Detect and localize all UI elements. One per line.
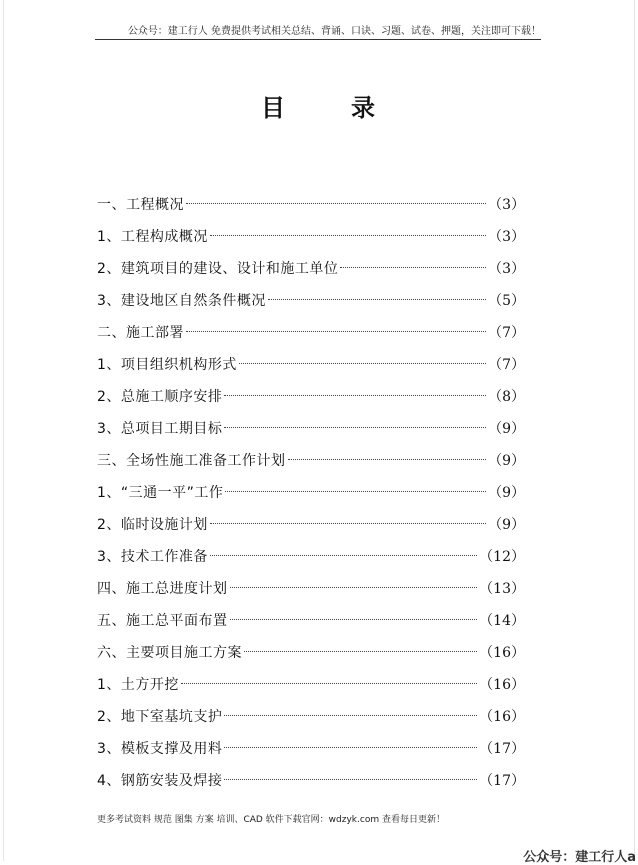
toc-entry[interactable] [97, 192, 525, 224]
watermark: 公众号：建工行人a [523, 850, 636, 865]
toc-leader-dots [224, 715, 477, 716]
title-char-1: 目 [261, 94, 287, 122]
toc-entry-page: （8） [488, 389, 525, 405]
toc-leader-dots [186, 203, 486, 204]
toc-leader-dots [239, 363, 486, 364]
toc-entry[interactable] [97, 256, 525, 288]
toc-entry[interactable] [97, 544, 525, 576]
toc-leader-dots [244, 651, 477, 652]
toc-entry-label: 1、项目组织机构形式 [97, 357, 237, 373]
toc-leader-dots [225, 491, 486, 492]
title-char-2: 录 [351, 94, 377, 122]
toc-entry-label: 2、地下室基坑支护 [97, 709, 223, 725]
toc-entry-label: 三、全场性施工准备工作计划 [97, 453, 286, 469]
toc-entry-page: （17） [479, 773, 525, 789]
toc-entry-page: （9） [488, 453, 525, 469]
toc-entry[interactable] [97, 640, 525, 672]
toc-entry-label: 一、工程概况 [97, 197, 184, 213]
toc-entry-label: 1、土方开挖 [97, 677, 179, 693]
toc-entry[interactable] [97, 288, 525, 320]
toc-entry-label: 1、“三通一平”工作 [97, 485, 224, 501]
table-of-contents [97, 192, 525, 800]
toc-entry-page: （9） [488, 517, 525, 533]
toc-entry-label: 五、施工总平面布置 [97, 613, 228, 629]
page-left-edge [3, 0, 4, 861]
toc-entry-page: （5） [488, 293, 525, 309]
toc-leader-dots [210, 555, 477, 556]
toc-entry-page: （13） [479, 581, 525, 597]
page-header: 公众号：建工行人 免费提供考试相关总结、背诵、口诀、习题、试卷、押题，关注即可下载！ [127, 26, 541, 37]
toc-leader-dots [224, 395, 486, 396]
toc-entry-label: 2、建筑项目的建设、设计和施工单位 [97, 261, 339, 277]
toc-entry-page: （7） [488, 325, 525, 341]
page-right-edge [634, 0, 635, 861]
toc-entry-label: 1、工程构成概况 [97, 229, 208, 245]
toc-entry-page: （3） [488, 197, 525, 213]
toc-entry[interactable] [97, 352, 525, 384]
toc-entry-page: （7） [488, 357, 525, 373]
toc-entry-label: 4、钢筋安装及焊接 [97, 773, 223, 789]
toc-leader-dots [186, 331, 486, 332]
toc-leader-dots [230, 587, 478, 588]
toc-leader-dots [224, 747, 477, 748]
toc-entry[interactable] [97, 768, 525, 800]
toc-entry-page: （9） [488, 485, 525, 501]
toc-entry-page: （3） [488, 261, 525, 277]
toc-entry[interactable] [97, 704, 525, 736]
toc-leader-dots [181, 683, 477, 684]
toc-leader-dots [340, 267, 486, 268]
page-footer: 更多考试资料 规范 图集 方案 培训、CAD 软件下载官网：wdzyk.com 查看每日更新！ [97, 815, 445, 825]
toc-leader-dots [224, 427, 486, 428]
toc-entry-label: 二、施工部署 [97, 325, 184, 341]
toc-entry-page: （16） [479, 645, 525, 661]
toc-entry-label: 四、施工总进度计划 [97, 581, 228, 597]
toc-entry[interactable] [97, 480, 525, 512]
toc-entry-page: （12） [479, 549, 525, 565]
toc-leader-dots [210, 235, 486, 236]
toc-entry-label: 3、模板支撑及用料 [97, 741, 223, 757]
toc-entry[interactable] [97, 384, 525, 416]
toc-entry[interactable] [97, 320, 525, 352]
toc-entry-page: （16） [479, 677, 525, 693]
toc-entry[interactable] [97, 512, 525, 544]
toc-leader-dots [224, 779, 477, 780]
toc-entry-label: 六、主要项目施工方案 [97, 645, 242, 661]
toc-entry[interactable] [97, 576, 525, 608]
toc-entry[interactable] [97, 736, 525, 768]
toc-entry[interactable] [97, 416, 525, 448]
page-title [0, 88, 638, 123]
toc-entry-page: （17） [479, 741, 525, 757]
toc-leader-dots [210, 523, 486, 524]
header-rule [95, 39, 541, 40]
toc-leader-dots [268, 299, 486, 300]
toc-entry[interactable] [97, 672, 525, 704]
toc-entry[interactable] [97, 224, 525, 256]
toc-entry[interactable] [97, 448, 525, 480]
toc-entry-label: 3、建设地区自然条件概况 [97, 293, 266, 309]
toc-entry-page: （9） [488, 421, 525, 437]
toc-entry-page: （16） [479, 709, 525, 725]
toc-entry-label: 3、总项目工期目标 [97, 421, 223, 437]
toc-leader-dots [230, 619, 478, 620]
toc-entry-page: （3） [488, 229, 525, 245]
toc-entry-label: 2、总施工顺序安排 [97, 389, 223, 405]
toc-entry-label: 3、技术工作准备 [97, 549, 208, 565]
toc-entry[interactable] [97, 608, 525, 640]
toc-entry-label: 2、临时设施计划 [97, 517, 208, 533]
toc-leader-dots [288, 459, 487, 460]
toc-entry-page: （14） [479, 613, 525, 629]
